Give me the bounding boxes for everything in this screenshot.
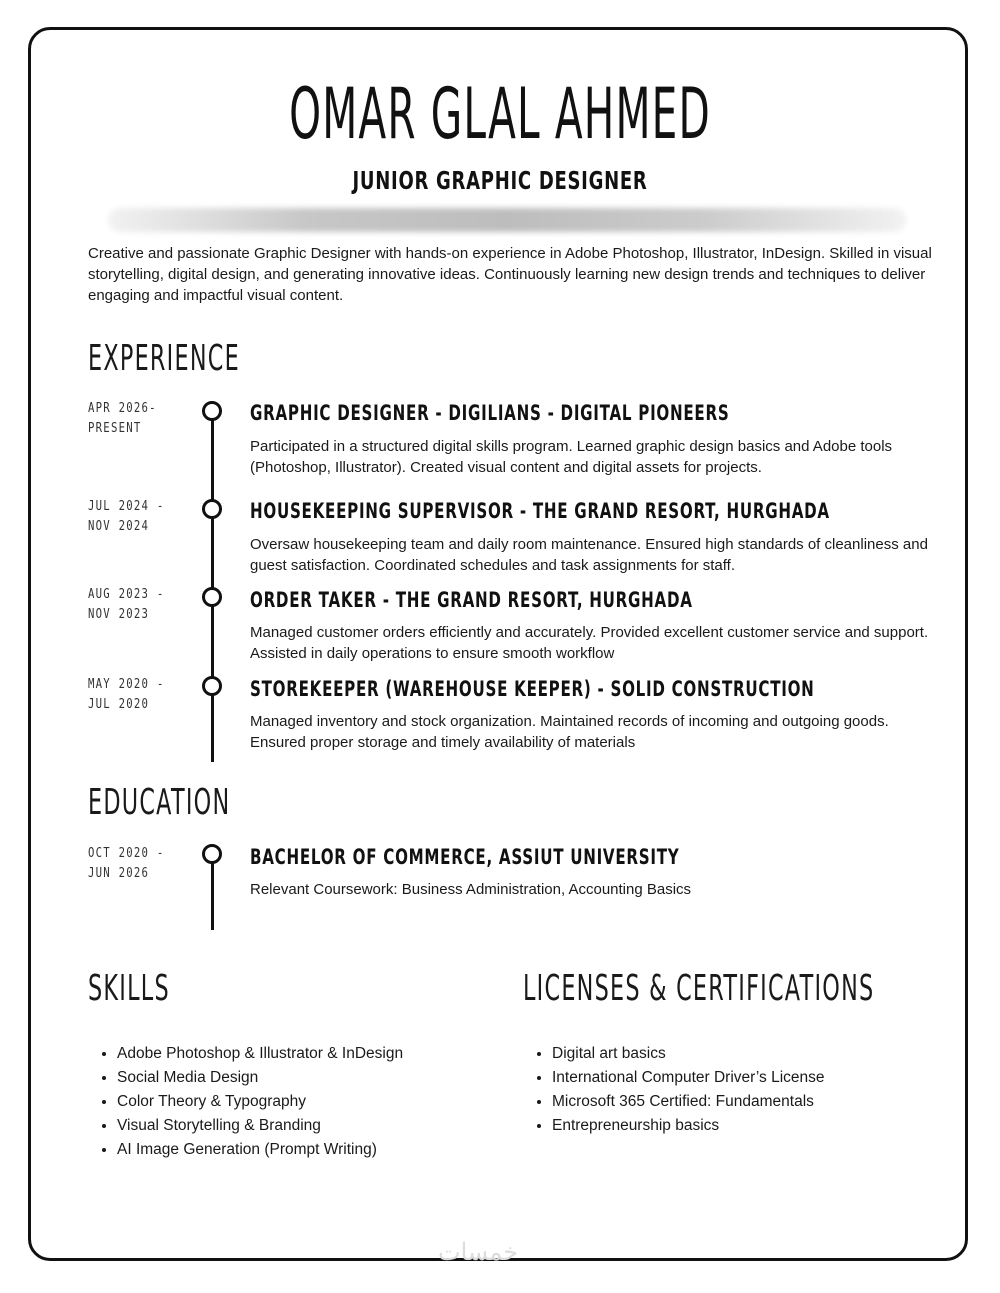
list-item: • International Computer Driver’s License — [552, 1066, 952, 1090]
timeline-dot — [202, 499, 222, 519]
education-title: BACHELOR OF COMMERCE, ASSIUT UNIVERSITY — [250, 845, 680, 869]
profile-summary: Creative and passionate Graphic Designer with hands-on experience in Adobe Photoshop, Illustrator, InDesign. Skilled in visual storytelling, digital design, and generating innovative ideas. Continuously learning new design trends and techniques to deliver engaging and impactful visual content. — [88, 245, 932, 304]
brush-stroke-divider — [108, 208, 906, 232]
experience-title: GRAPHIC DESIGNER - DIGILIANS - DIGITAL PIONEERS — [250, 401, 730, 425]
education-description: Relevant Coursework: Business Administration, Accounting Basics — [250, 881, 692, 898]
experience-title: ORDER TAKER - THE GRAND RESORT, HURGHADA — [250, 588, 693, 612]
experience-title: HOUSEKEEPING SUPERVISOR - THE GRAND RESORT, HURGHADA — [250, 499, 830, 523]
list-item: • Adobe Photoshop & Illustrator & InDesign — [117, 1042, 517, 1066]
list-item: • Digital art basics — [552, 1042, 952, 1066]
experience-date: AUG 2023 - NOV 2023 — [88, 587, 165, 622]
experience-date: APR 2026- PRESENT — [88, 401, 157, 436]
experience-description: Oversaw housekeeping team and daily room maintenance. Ensured high standards of cleanliness and guest satisfaction. Coordinated schedules and task assignments for staff. — [250, 536, 928, 574]
certifications-heading: LICENSES & CERTIFICATIONS — [523, 968, 875, 1009]
certifications-list — [523, 1042, 952, 1138]
experience-description: Participated in a structured digital skills program. Learned graphic design basics and Adobe tools (Photoshop, Illustrator). Created visual content and digital assets for projects. — [250, 438, 893, 476]
experience-date: MAY 2020 - JUL 2020 — [88, 677, 165, 712]
experience-timeline — [211, 408, 214, 762]
candidate-name: OMAR GLAL AHMED — [289, 73, 711, 155]
experience-heading: EXPERIENCE — [88, 338, 240, 379]
list-item: • Color Theory & Typography — [117, 1090, 517, 1114]
list-item: • Social Media Design — [117, 1066, 517, 1090]
list-item: • Microsoft 365 Certified: Fundamentals — [552, 1090, 952, 1114]
experience-date: JUL 2024 - NOV 2024 — [88, 499, 165, 534]
experience-title: STOREKEEPER (WAREHOUSE KEEPER) - SOLID CONSTRUCTION — [250, 677, 815, 701]
timeline-dot — [202, 844, 222, 864]
experience-description: Managed customer orders efficiently and accurately. Provided excellent customer service and support. Assisted in daily operations to ensure smooth workflow — [250, 624, 929, 662]
list-item: • Entrepreneurship basics — [552, 1114, 952, 1138]
watermark: خمسات — [438, 1239, 519, 1266]
education-date: OCT 2020 - JUN 2026 — [88, 846, 165, 881]
timeline-dot — [202, 587, 222, 607]
skills-heading: SKILLS — [88, 968, 170, 1009]
skills-list — [88, 1042, 517, 1162]
list-item: • AI Image Generation (Prompt Writing) — [117, 1138, 517, 1162]
list-item: • Visual Storytelling & Branding — [117, 1114, 517, 1138]
timeline-dot — [202, 401, 222, 421]
job-role: JUNIOR GRAPHIC DESIGNER — [352, 166, 648, 195]
education-timeline — [211, 853, 214, 930]
education-heading: EDUCATION — [88, 782, 231, 823]
timeline-dot — [202, 676, 222, 696]
experience-description: Managed inventory and stock organization. Maintained records of incoming and outgoing goods. Ensured proper storage and timely availability of materials — [250, 713, 889, 751]
